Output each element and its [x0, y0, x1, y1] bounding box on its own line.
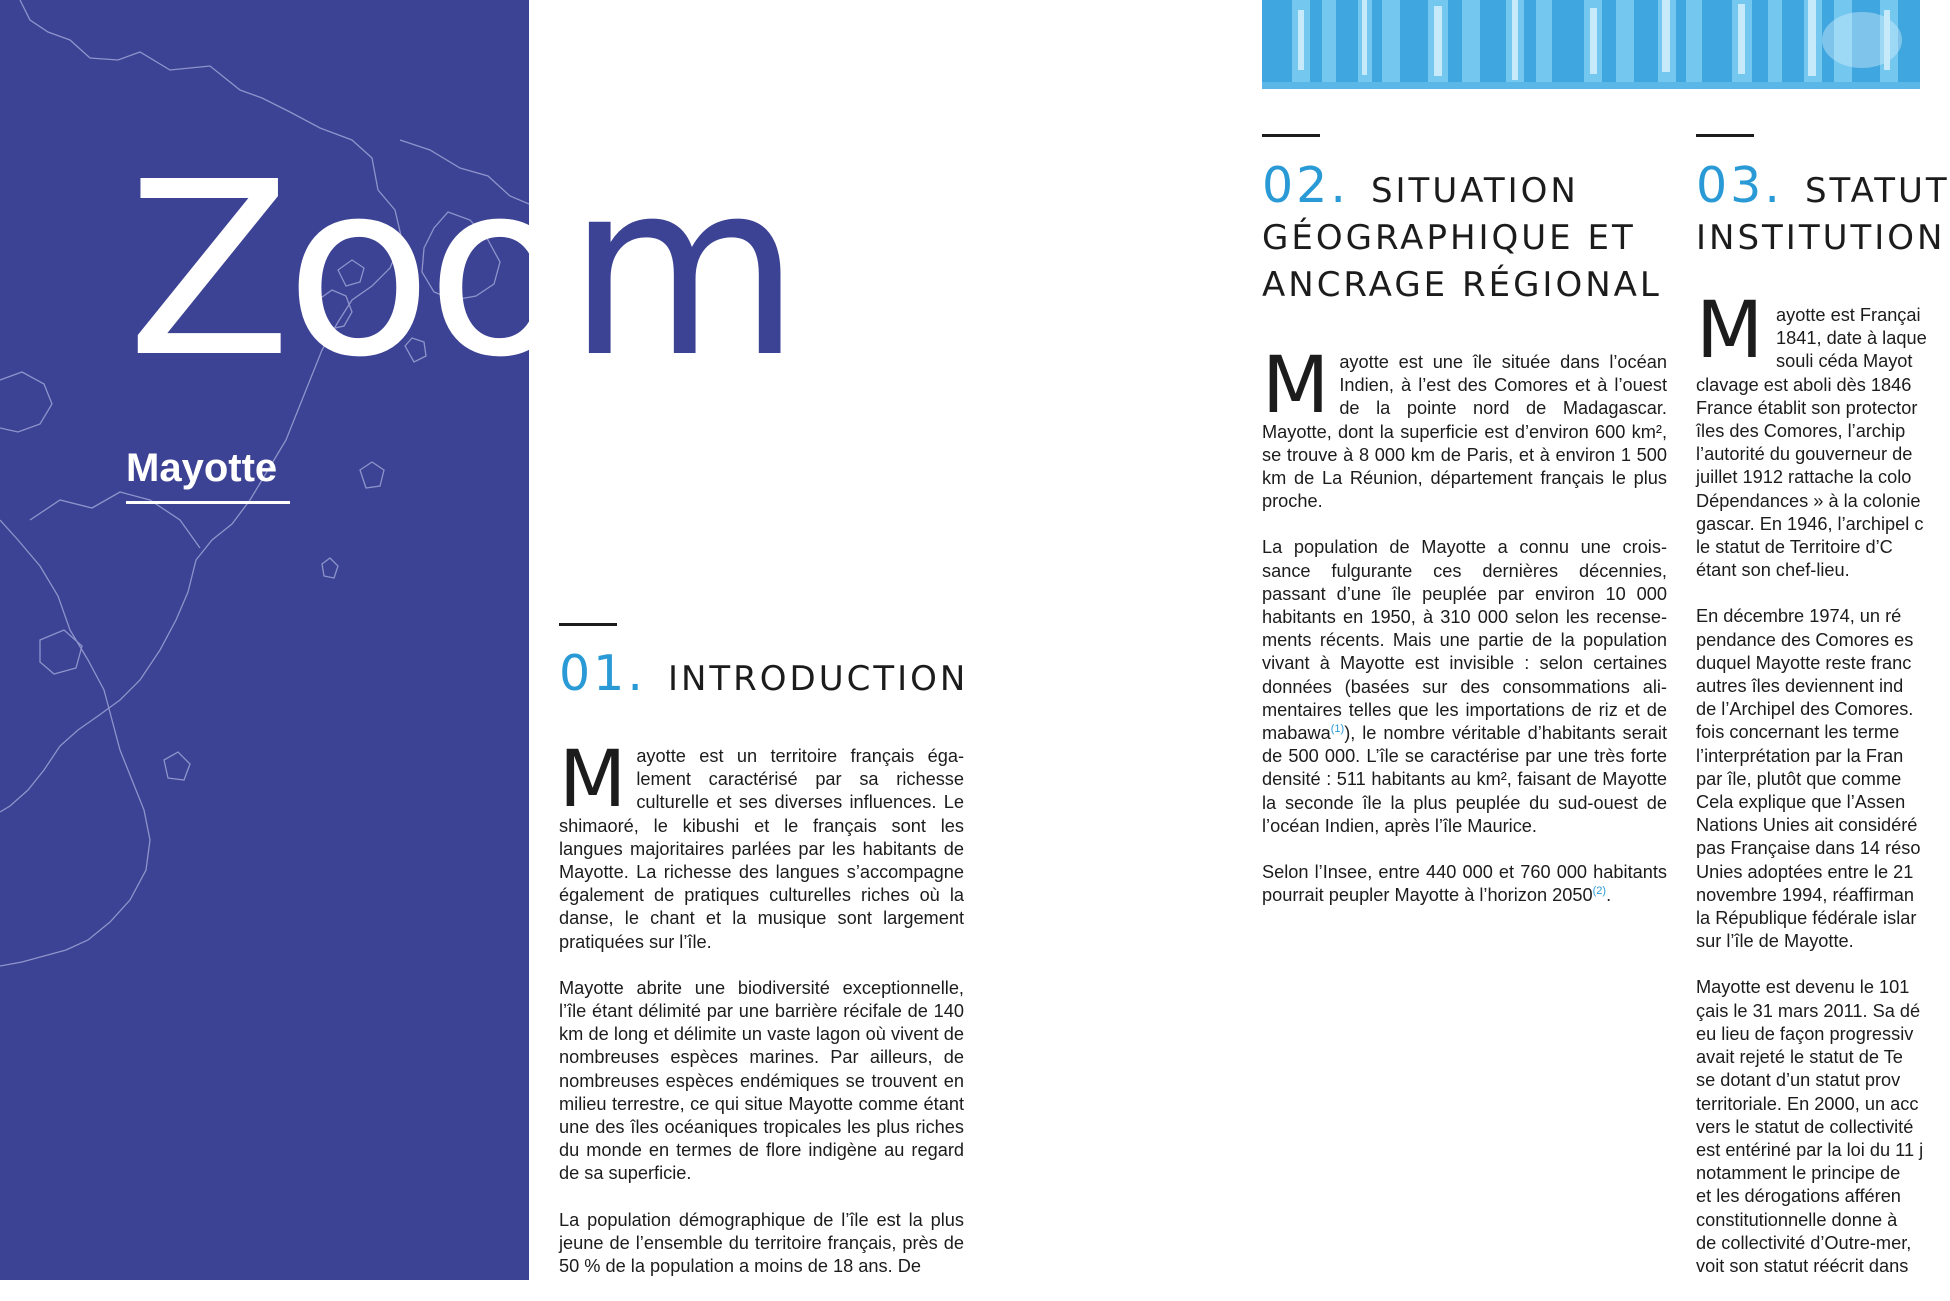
text-line: gascar. En 1946, l’archipel c [1696, 513, 1924, 534]
text-line: vers le statut de collectivité [1696, 1116, 1914, 1137]
dropcap: M [1696, 286, 1764, 376]
place-name: Mayotte [126, 446, 278, 490]
section-02-heading [1262, 157, 1662, 309]
photo-strip [1262, 0, 1920, 89]
zoom-title-part-blue: m [567, 130, 795, 410]
section-01-title: INTRODUCTION [667, 659, 969, 699]
zoom-title-part-white: Zoo [127, 130, 568, 410]
text-line: 1841, date à laque [1776, 328, 1927, 349]
text-line: France établit son protector [1696, 397, 1918, 418]
text-line: le statut de Territoire d’C [1696, 537, 1893, 558]
paragraph [1262, 341, 1667, 513]
text-line: se dotant d’un statut prov [1696, 1070, 1901, 1091]
paragraph: La population démographique de l’île est la plus jeune de l’ensemble du territoire français, près de 50 % de la population a moins de 18 ans. De [559, 1209, 964, 1277]
section-02-number: 02. [1262, 157, 1349, 214]
dropcap: M [1262, 341, 1330, 431]
text-line: territoriale. En 2000, un acc [1696, 1093, 1919, 1114]
text-line: est entériné par la loi du 11 j [1696, 1139, 1924, 1160]
text-line: et les dérogations afféren [1696, 1186, 1901, 1207]
text-line: eu lieu de façon progressiv [1696, 1023, 1914, 1044]
section-03-number: 03. [1696, 157, 1783, 214]
paragraph [559, 735, 964, 954]
text-line: Nations Unies ait considéré [1696, 815, 1918, 836]
text-line: étant son chef-lieu. [1696, 560, 1850, 581]
text-line: l’autorité du gouverneur de [1696, 444, 1913, 465]
paragraph-text: ayotte est un territoire français éga-lement caractérisé par sa richesse culturelle et ses diverses influences. Le shimaoré, le kibushi et le français sont les langues majoritaires parlées par les habitants de Mayotte. La richesse des langues s’accompagne également de pratiques culturelles riches où la danse, le chant et la musique sont largement pratiquées sur l’île. [559, 746, 964, 952]
text-line: En décembre 1974, un ré [1696, 606, 1902, 627]
text-line: juillet 1912 rattache la colo [1696, 467, 1912, 488]
text-line: souli céda Mayot [1776, 351, 1913, 372]
section-03-title-line-2: INSTITUTION [1696, 218, 1946, 258]
photo-image [1262, 0, 1920, 89]
paragraph [1262, 536, 1667, 838]
paragraph: Mayotte abrite une biodiversité exceptionnelle, l’île étant délimité par une barrière récifale de 140 km de long et délimite un vaste lagon où vivent de nombreuses espèces marines. Par ailleurs, de nombreuses espèces endémiques se trouvent en milieu terrestre, ce qui situe Mayotte comme étant une des îles océaniques tropicales les plus riches du monde en termes de flore indigène au regard de sa superficie. [559, 977, 964, 1184]
text-line: la République fédérale islar [1696, 908, 1917, 929]
paragraph-text: ), le nombre véritable d’habitants serait de 500 000. L’île se caractérise par une très forte densité : 511 habitants au km², faisant de Mayotte la seconde île la plus peuplée du sud-ouest de l’océan Indien, après l’île Maurice. [1262, 723, 1667, 836]
paragraph-text: Selon l’Insee, entre 440 000 et 760 000 habitants pourrait peupler Mayotte à l’horizon 2050 [1262, 862, 1667, 906]
footnote-ref-1[interactable]: (1) [1330, 722, 1345, 735]
text-line: çais le 31 mars 2011. Sa dé [1696, 1000, 1921, 1021]
section-03-body [1696, 286, 1936, 1278]
text-line: Unies adoptées entre le 21 [1696, 861, 1914, 882]
text-line: fois concernant les terme [1696, 722, 1900, 743]
section-01-rule [559, 623, 617, 626]
text-line: pas Française dans 14 réso [1696, 838, 1921, 859]
paragraph-text: La population de Mayotte a connu une crois-sance fulgurante ces dernières décennies, passant d’une île peuplée par environ 10 000 habitants en 1950, à 310 000 selon les recense-ments récents. Mais une partie de la population vivant à Mayotte est invisible : selon certaines données (basées sur des consommations ali-mentaires telles que les importations de riz et de mabawa [1262, 537, 1667, 744]
section-01-body [559, 735, 964, 1301]
section-02-title-line-2: GÉOGRAPHIQUE ET [1262, 218, 1636, 258]
text-line: constitutionnelle donne à [1696, 1209, 1898, 1230]
text-line: ayotte est Françai [1776, 305, 1921, 325]
text-line: duquel Mayotte reste franc [1696, 652, 1912, 673]
text-line: de collectivité d’Outre-mer, [1696, 1232, 1912, 1253]
zoom-title [127, 130, 795, 410]
text-line: sur l’île de Mayotte. [1696, 931, 1854, 952]
section-02-rule [1262, 134, 1320, 137]
section-03-rule [1696, 134, 1754, 137]
text-line: pendance des Comores es [1696, 629, 1914, 650]
place-underline [126, 501, 290, 504]
text-line: autres îles deviennent ind [1696, 676, 1904, 697]
text-line: voit son statut réécrit dans [1696, 1255, 1909, 1276]
paragraph [1696, 605, 1936, 953]
text-line: avait rejeté le statut de Te [1696, 1047, 1903, 1068]
section-02-title-line-1: SITUATION [1370, 171, 1579, 211]
section-02-title-line-3: ANCRAGE RÉGIONAL [1262, 265, 1662, 305]
text-line: clavage est aboli dès 1846 [1696, 374, 1912, 395]
text-line: îles des Comores, l’archip [1696, 421, 1906, 442]
dropcap: M [559, 735, 627, 825]
section-03-title-line-1: STATUT [1804, 171, 1950, 211]
text-line: Mayotte est devenu le 101 [1696, 977, 1910, 998]
text-line: novembre 1994, réaffirman [1696, 884, 1915, 905]
paragraph-text: ayotte est une île située dans l’océan Indien, à l’est des Comores et à l’ouest de la pointe nord de Madagascar. Mayotte, dont la superficie est d’environ 600 km², se trouve à 8 000 km de Paris, et à environ 1 500 km de La Réunion, département français le plus proche. [1262, 352, 1667, 512]
paragraph [1696, 976, 1936, 1278]
section-02-body [1262, 341, 1667, 930]
section-03-heading [1696, 157, 1950, 262]
section-01-number: 01. [559, 645, 646, 702]
paragraph [1696, 286, 1936, 582]
text-line: l’interprétation par la Fran [1696, 745, 1904, 766]
paragraph [1262, 861, 1667, 907]
text-line: Cela explique que l’Assen [1696, 792, 1906, 813]
paragraph-text: . [1606, 885, 1612, 906]
text-line: notamment le principe de [1696, 1163, 1901, 1184]
text-line: de l’Archipel des Comores. [1696, 699, 1914, 720]
footnote-ref-2[interactable]: (2) [1592, 885, 1607, 898]
section-01-heading [559, 645, 969, 703]
text-line: par île, plutôt que comme [1696, 768, 1902, 789]
text-line: Dépendances » à la colonie [1696, 490, 1921, 511]
